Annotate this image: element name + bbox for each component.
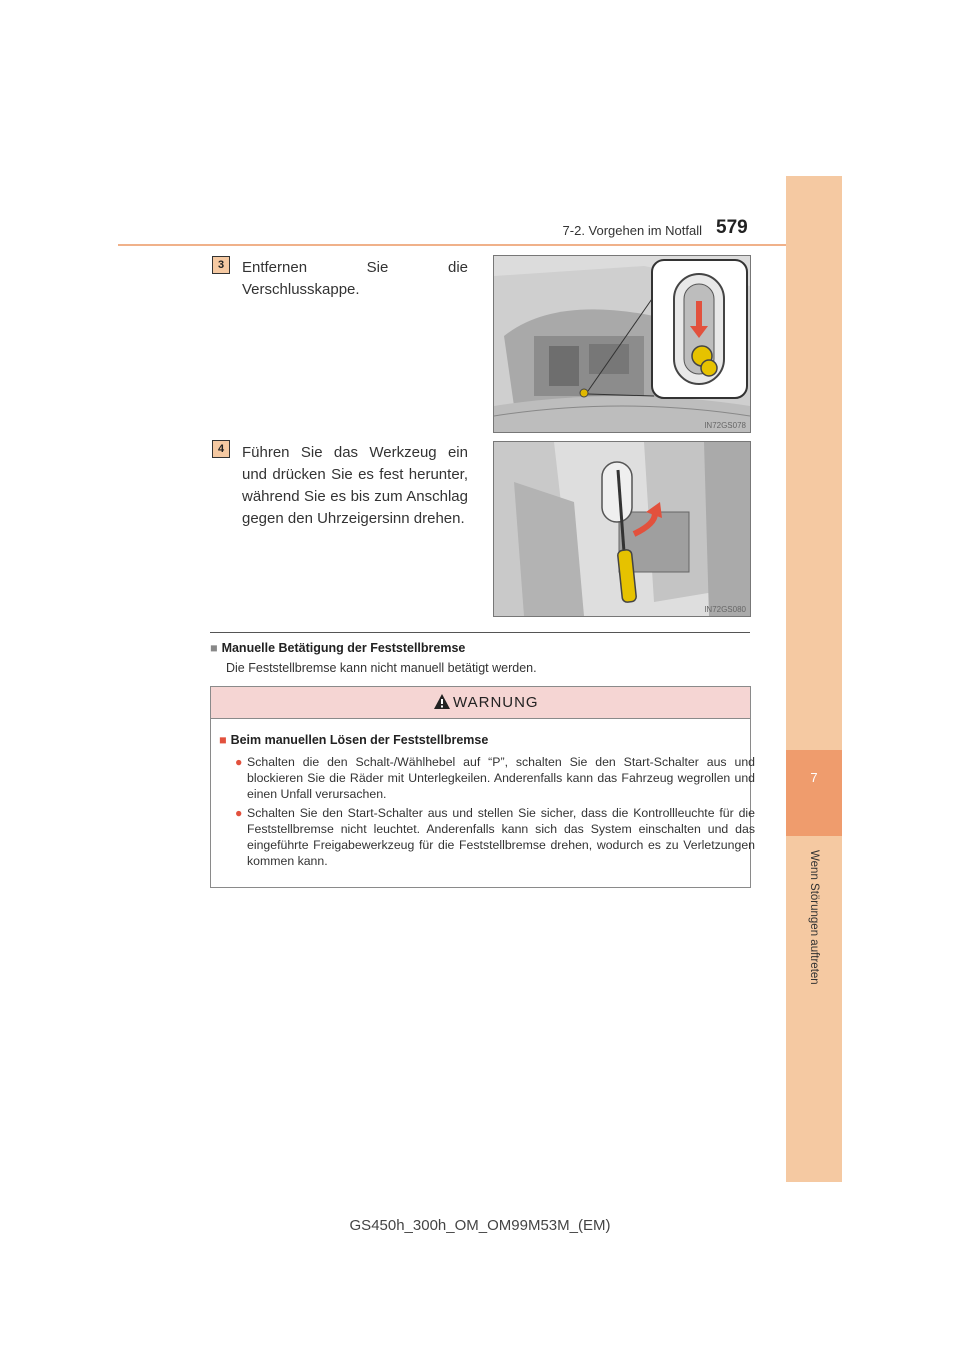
- figure-remove-cap: [493, 255, 751, 433]
- circle-bullet-icon: ●: [235, 806, 243, 820]
- step-text-3: Entfernen Sie die Verschlusskappe.: [242, 259, 468, 298]
- warning-item-1-text: Schalten die den Schalt-/Wählhebel auf “P”, schalten Sie den Start-Schalter aus und blockieren Sie die Räder mit Unterlegkeilen. Anderenfalls kann das Fahrzeug wegrollen und einen Unfall verursachen.: [247, 755, 755, 801]
- chapter-number: 7: [810, 770, 818, 785]
- warning-subheading-text: Beim manuellen Lösen der Feststellbremse: [230, 733, 489, 747]
- chapter-side-tab: [786, 176, 842, 1182]
- chapter-number-box: [786, 750, 842, 836]
- step-number-4: 4: [212, 440, 230, 458]
- document-footer: GS450h_300h_OM_OM99M53M_(EM): [349, 1217, 611, 1234]
- warning-header: [211, 687, 750, 719]
- header-rule: [118, 244, 786, 246]
- step-text-4: Führen Sie das Werkzeug ein und drücken Sie es fest herunter, während Sie es bis zum Anschlag gegen den Uhrzeigersinn drehen.: [242, 444, 468, 527]
- section-title: 7-2. Vorgehen im Notfall: [562, 223, 702, 238]
- warning-item-2: [235, 805, 755, 869]
- circle-bullet-icon: ●: [235, 755, 243, 769]
- warning-title: WARNUNG: [453, 694, 539, 711]
- warning-item-2-text: Schalten Sie den Start-Schalter aus und stellen Sie sicher, dass die Kontrollleuchte für die Feststellbremse nicht leuchtet. Anderenfalls kann sich das System einschalten und das eingeführte Freigabewerkzeug für die Feststellbremse drehen, wodurch es zu Verletzungen kommen kann.: [247, 806, 755, 868]
- warning-subheading: [219, 733, 488, 747]
- section-divider: [210, 632, 750, 633]
- figure-code-3: IN72GS078: [704, 421, 746, 430]
- chapter-title-vertical: [806, 850, 822, 990]
- figure-code-4: IN72GS080: [704, 605, 746, 614]
- warning-triangle-icon: [434, 694, 450, 709]
- warning-item-1: [235, 754, 755, 802]
- trunk-cap-illustration: [494, 256, 750, 432]
- figure-insert-tool: [493, 441, 751, 617]
- note-text: Die Feststellbremse kann nicht manuell betätigt werden.: [226, 661, 537, 675]
- page-number: 579: [716, 217, 748, 238]
- note-heading: [210, 641, 465, 655]
- square-bullet-icon: ■: [219, 733, 227, 747]
- square-bullet-icon: ■: [210, 641, 218, 655]
- note-heading-text: Manuelle Betätigung der Feststellbremse: [221, 641, 466, 655]
- chapter-title: Wenn Störungen auftreten: [808, 850, 820, 985]
- tool-insert-illustration: [494, 442, 750, 616]
- warning-box: [210, 686, 755, 888]
- step-number-3: 3: [212, 256, 230, 274]
